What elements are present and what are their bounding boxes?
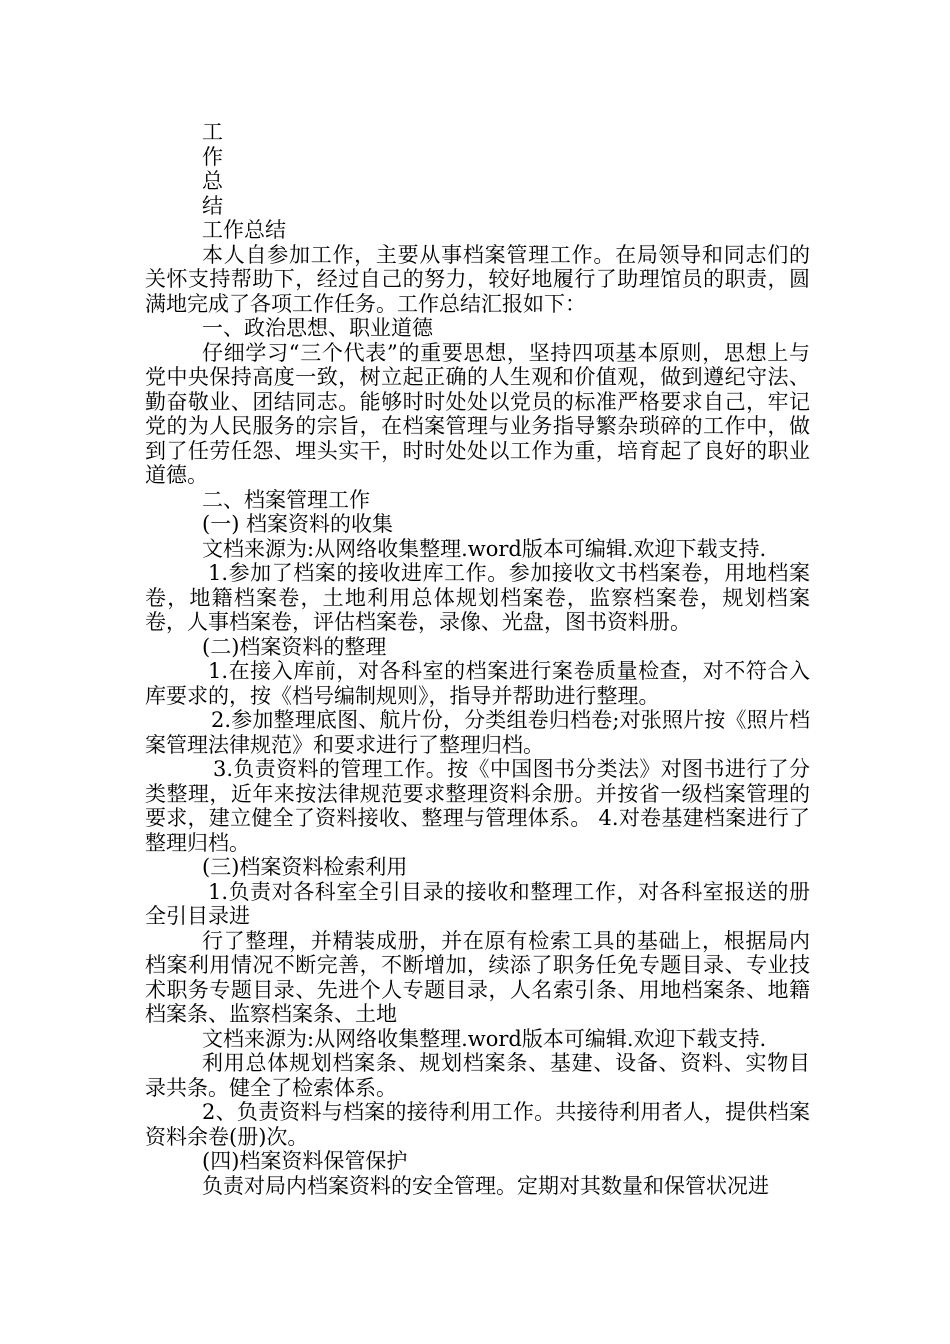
paragraph-organize-2: 2.参加整理底图、航片份，分类组卷归档卷;对张照片按《照片档案管理法律规范》和要求进行了整理归档。 (145, 708, 810, 757)
source-note: 文档来源为:从网络收集整理.word版本可编辑.欢迎下载支持. (202, 536, 767, 561)
subsection-heading-2: (二)档案资料的整理 (202, 634, 387, 659)
title-char: 工 (202, 120, 223, 144)
subsection-heading-1: (一) 档案资料的收集 (202, 512, 394, 536)
title-char: 总 (202, 169, 223, 193)
subsection-heading-4: (四)档案资料保管保护 (202, 1149, 408, 1173)
paragraph-intro: 本人自参加工作，主要从事档案管理工作。在局领导和同志们的关怀支持帮助下，经过自己的努力，较好地履行了助理馆员的职责，圆满地完成了各项工作任务。工作总结汇报如下： (145, 242, 810, 316)
section-heading-2: 二、档案管理工作 (202, 487, 370, 512)
paragraph-collection-1: 1.参加了档案的接收进库工作。参加接收文书档案卷，用地档案卷，地籍档案卷，土地利用总体规划档案卷，监察档案卷，规划档案卷，人事档案卷，评估档案卷，录像、光盘，图书资料册。 (145, 561, 810, 634)
paragraph-organize-3: 3.负责资料的管理工作。按《中国图书分类法》对图书进行了分类整理，近年来按法律规范要求整理资料余册。并按省一级档案管理的要求，建立健全了资料接收、整理与管理体系。 4.对卷基建档案进行了整理归档。 (145, 757, 810, 855)
paragraph-retrieval-1: 1.负责对各科室全引目录的接收和整理工作，对各科室报送的册全引目录进 (145, 879, 810, 928)
source-note: 文档来源为:从网络收集整理.word版本可编辑.欢迎下载支持. (202, 1026, 767, 1051)
title-char: 结 (202, 193, 223, 218)
section-heading-1: 一、政治思想、职业道德 (202, 316, 433, 340)
document-page (145, 120, 810, 1198)
doc-heading: 工作总结 (202, 218, 286, 242)
paragraph-storage: 负责对局内档案资料的安全管理。定期对其数量和保管状况进 (202, 1173, 769, 1198)
title-char: 作 (202, 144, 223, 169)
paragraph-retrieval-2: 2、负责资料与档案的接待利用工作。共接待利用者人，提供档案资料余卷(册)次。 (145, 1100, 810, 1149)
vertical-title (145, 120, 232, 218)
paragraph-organize-1: 1.在接入库前，对各科室的档案进行案卷质量检查，对不符合入库要求的，按《档号编制规则》，指导并帮助进行整理。 (145, 659, 810, 708)
subsection-heading-3: (三)档案资料检索利用 (202, 855, 408, 879)
paragraph-politics: 仔细学习“三个代表”的重要思想，坚持四项基本原则，思想上与党中央保持高度一致，树立起正确的人生观和价值观，做到遵纪守法、勤奋敬业、团结同志。能够时时处处以党员的标准严格要求自己，牢记党的为人民服务的宗旨，在档案管理与业务指导繁杂琐碎的工作中，做到了任劳任怨、埋头实干，时时处处以工作为重，培育起了良好的职业道德。 (145, 340, 810, 487)
paragraph-retrieval-1-cont: 行了整理，并精装成册，并在原有检索工具的基础上，根据局内档案利用情况不断完善，不断增加，续添了职务任免专题目录、专业技术职务专题目录、先进个人专题目录，人名索引条、用地档案条、地籍档案条、监察档案条、土地 (145, 928, 810, 1026)
paragraph-retrieval-1-end: 利用总体规划档案条、规划档案条、基建、设备、资料、实物目录共条。健全了检索体系。 (145, 1051, 810, 1100)
